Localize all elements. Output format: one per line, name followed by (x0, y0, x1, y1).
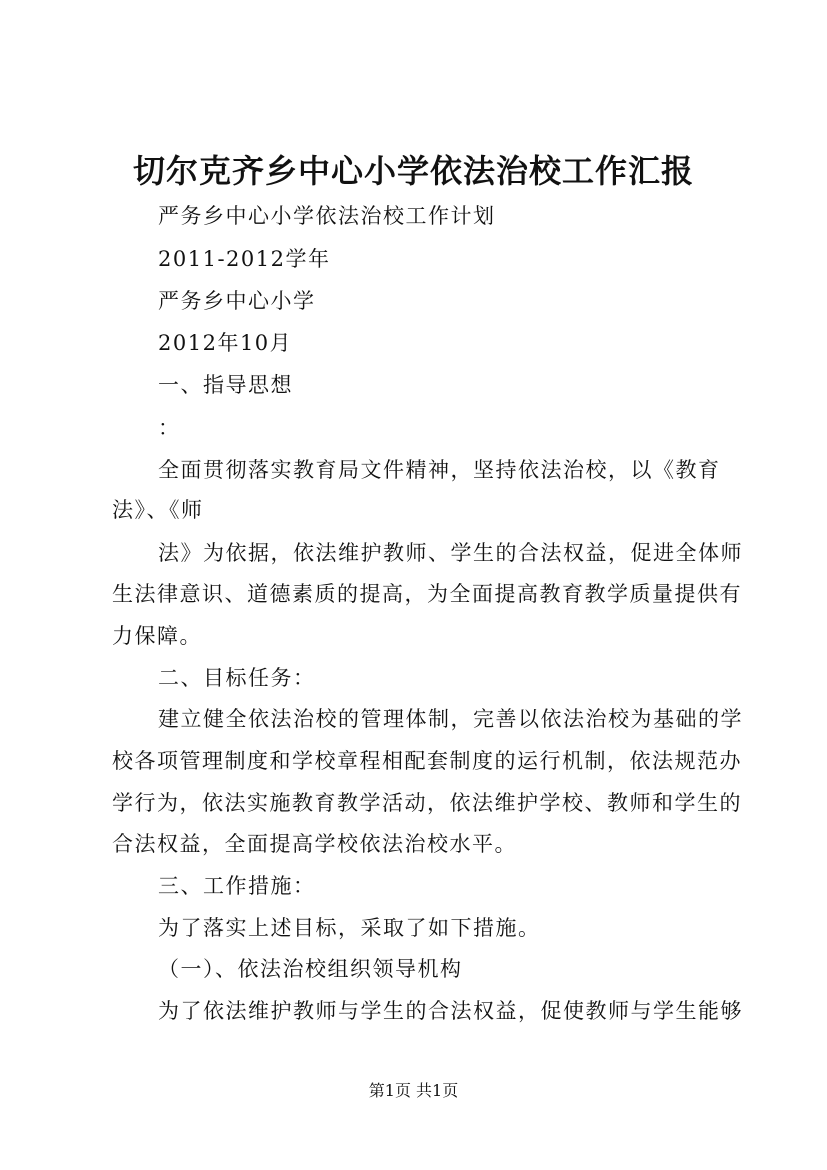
subsection-heading: （一）、依法治校组织领导机构 (158, 957, 463, 981)
text-line: 严务乡中心小学依法治校工作计划 (158, 204, 496, 228)
section-heading: 二、目标任务： (158, 666, 316, 690)
text-line: 全面贯彻落实教育局文件精神，坚持依法治校，以《教育 (158, 458, 721, 482)
text-line: 法》、《师 (112, 498, 204, 522)
text-line: 生法律意识、道德素质的提高，为全面提高教育教学质量提供有 (112, 582, 742, 606)
text-line: 建立健全依法治校的管理体制，完善以依法治校为基础的学 (158, 707, 743, 731)
text-line: 为了落实上述目标，采取了如下措施。 (158, 916, 541, 940)
text-line: 为了依法维护教师与学生的合法权益，促使教师与学生能够 (158, 999, 743, 1023)
section-heading: 三、工作措施： (158, 874, 316, 898)
text-line: 合法权益，全面提高学校依法治校水平。 (112, 832, 517, 856)
text-line: ： (158, 416, 181, 440)
section-heading: 一、指导思想 (158, 373, 293, 397)
text-line: 力保障。 (112, 624, 202, 648)
text-line: 2011-2012学年 (158, 247, 331, 271)
text-line: 校各项管理制度和学校章程相配套制度的运行机制，依法规范办 (112, 749, 742, 773)
page-number: 第1页 共1页 (368, 1081, 459, 1100)
text-line: 严务乡中心小学 (158, 289, 316, 313)
document-title: 切尔克齐乡中心小学依法治校工作汇报 (132, 152, 694, 190)
text-line: 2012年10月 (158, 331, 293, 355)
text-line: 学行为，依法实施教育教学活动，依法维护学校、教师和学生的 (112, 791, 742, 815)
text-line: 法》为依据，依法维护教师、学生的合法权益，促进全体师 (158, 541, 743, 565)
